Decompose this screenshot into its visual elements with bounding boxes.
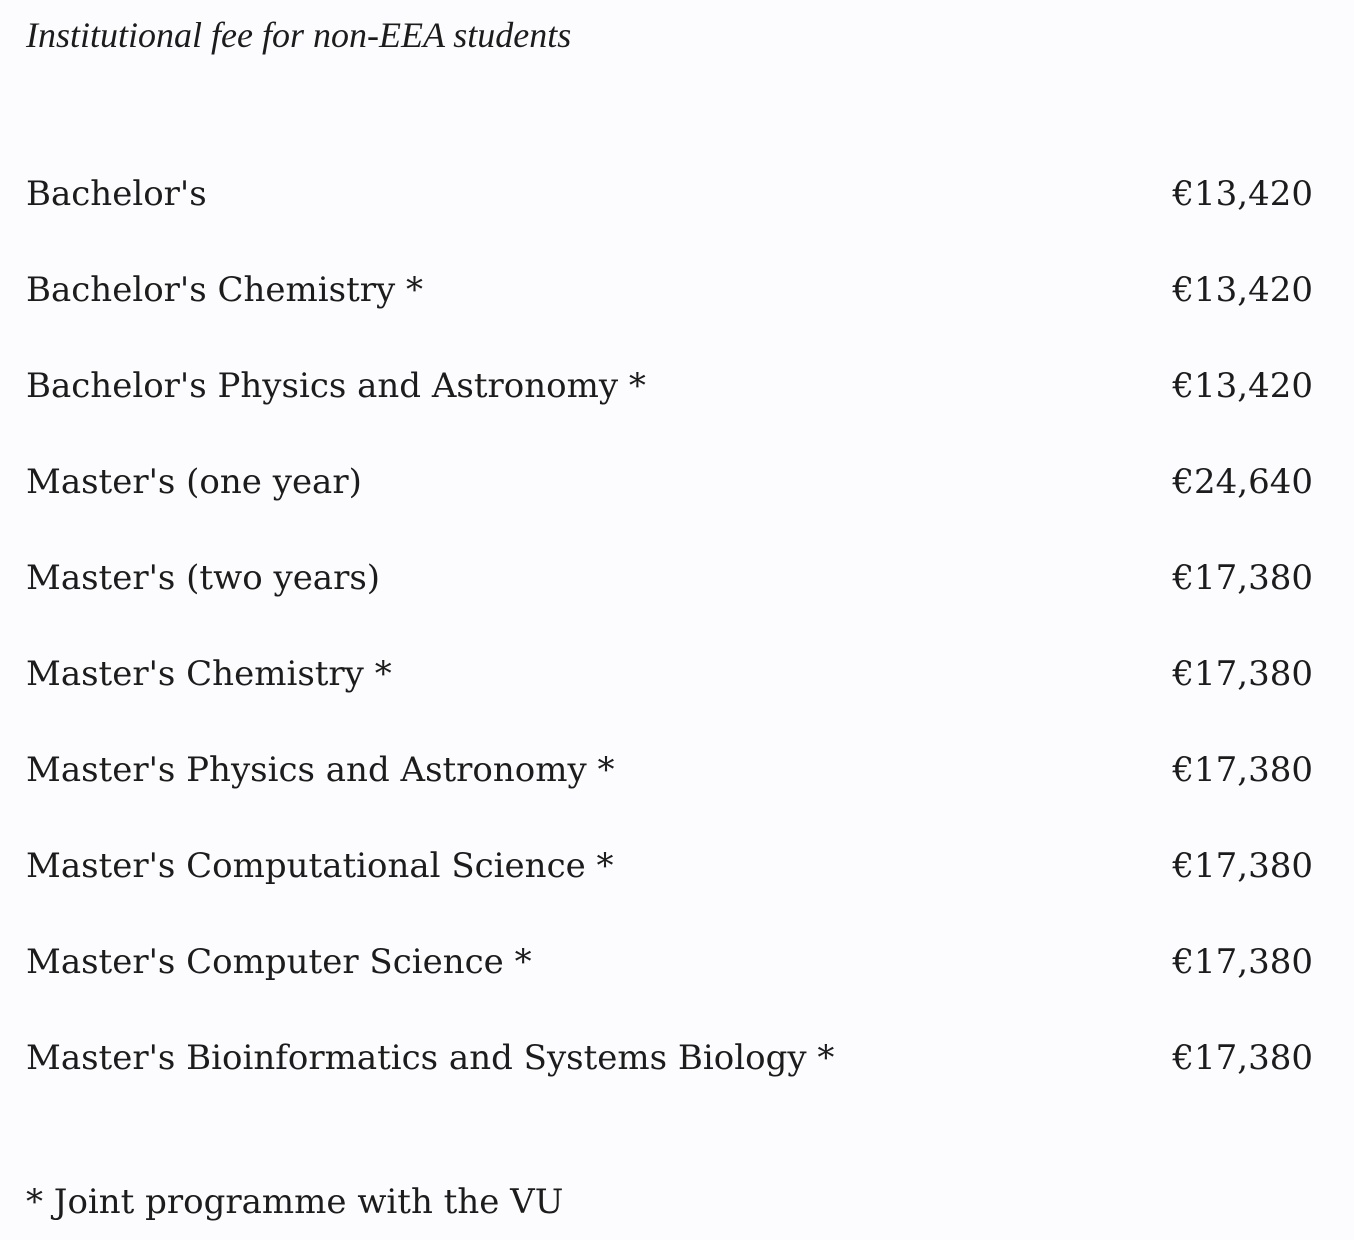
fee-amount: €24,640 <box>1172 462 1313 502</box>
fee-amount: €17,380 <box>1172 750 1313 790</box>
programme-name: Bachelor's Chemistry * <box>26 270 424 310</box>
table-row <box>0 148 1354 244</box>
fee-amount: €13,420 <box>1172 270 1313 310</box>
programme-name: Master's Computational Science * <box>26 846 614 886</box>
table-row <box>0 244 1354 340</box>
page-title: Institutional fee for non-EEA students <box>26 15 572 55</box>
table-row <box>0 436 1354 532</box>
programme-name: Master's Bioinformatics and Systems Biology * <box>26 1038 835 1078</box>
fee-amount: €17,380 <box>1172 846 1313 886</box>
footnote: * Joint programme with the VU <box>26 1182 564 1222</box>
table-row <box>0 628 1354 724</box>
fee-amount: €17,380 <box>1172 1038 1313 1078</box>
table-row <box>0 916 1354 1012</box>
programme-name: Master's Chemistry * <box>26 654 392 694</box>
table-row <box>0 820 1354 916</box>
programme-name: Master's Physics and Astronomy * <box>26 750 615 790</box>
programme-name: Master's Computer Science * <box>26 942 532 982</box>
fee-amount: €17,380 <box>1172 654 1313 694</box>
fee-amount: €13,420 <box>1172 174 1313 214</box>
programme-name: Bachelor's Physics and Astronomy * <box>26 366 646 406</box>
table-row <box>0 340 1354 436</box>
programme-name: Master's (two years) <box>26 558 381 598</box>
table-row <box>0 1012 1354 1108</box>
table-row <box>0 724 1354 820</box>
programme-name: Bachelor's <box>26 174 207 214</box>
fee-amount: €13,420 <box>1172 366 1313 406</box>
programme-name: Master's (one year) <box>26 462 362 502</box>
fee-amount: €17,380 <box>1172 942 1313 982</box>
fee-amount: €17,380 <box>1172 558 1313 598</box>
table-row <box>0 532 1354 628</box>
fee-table <box>0 148 1354 1108</box>
